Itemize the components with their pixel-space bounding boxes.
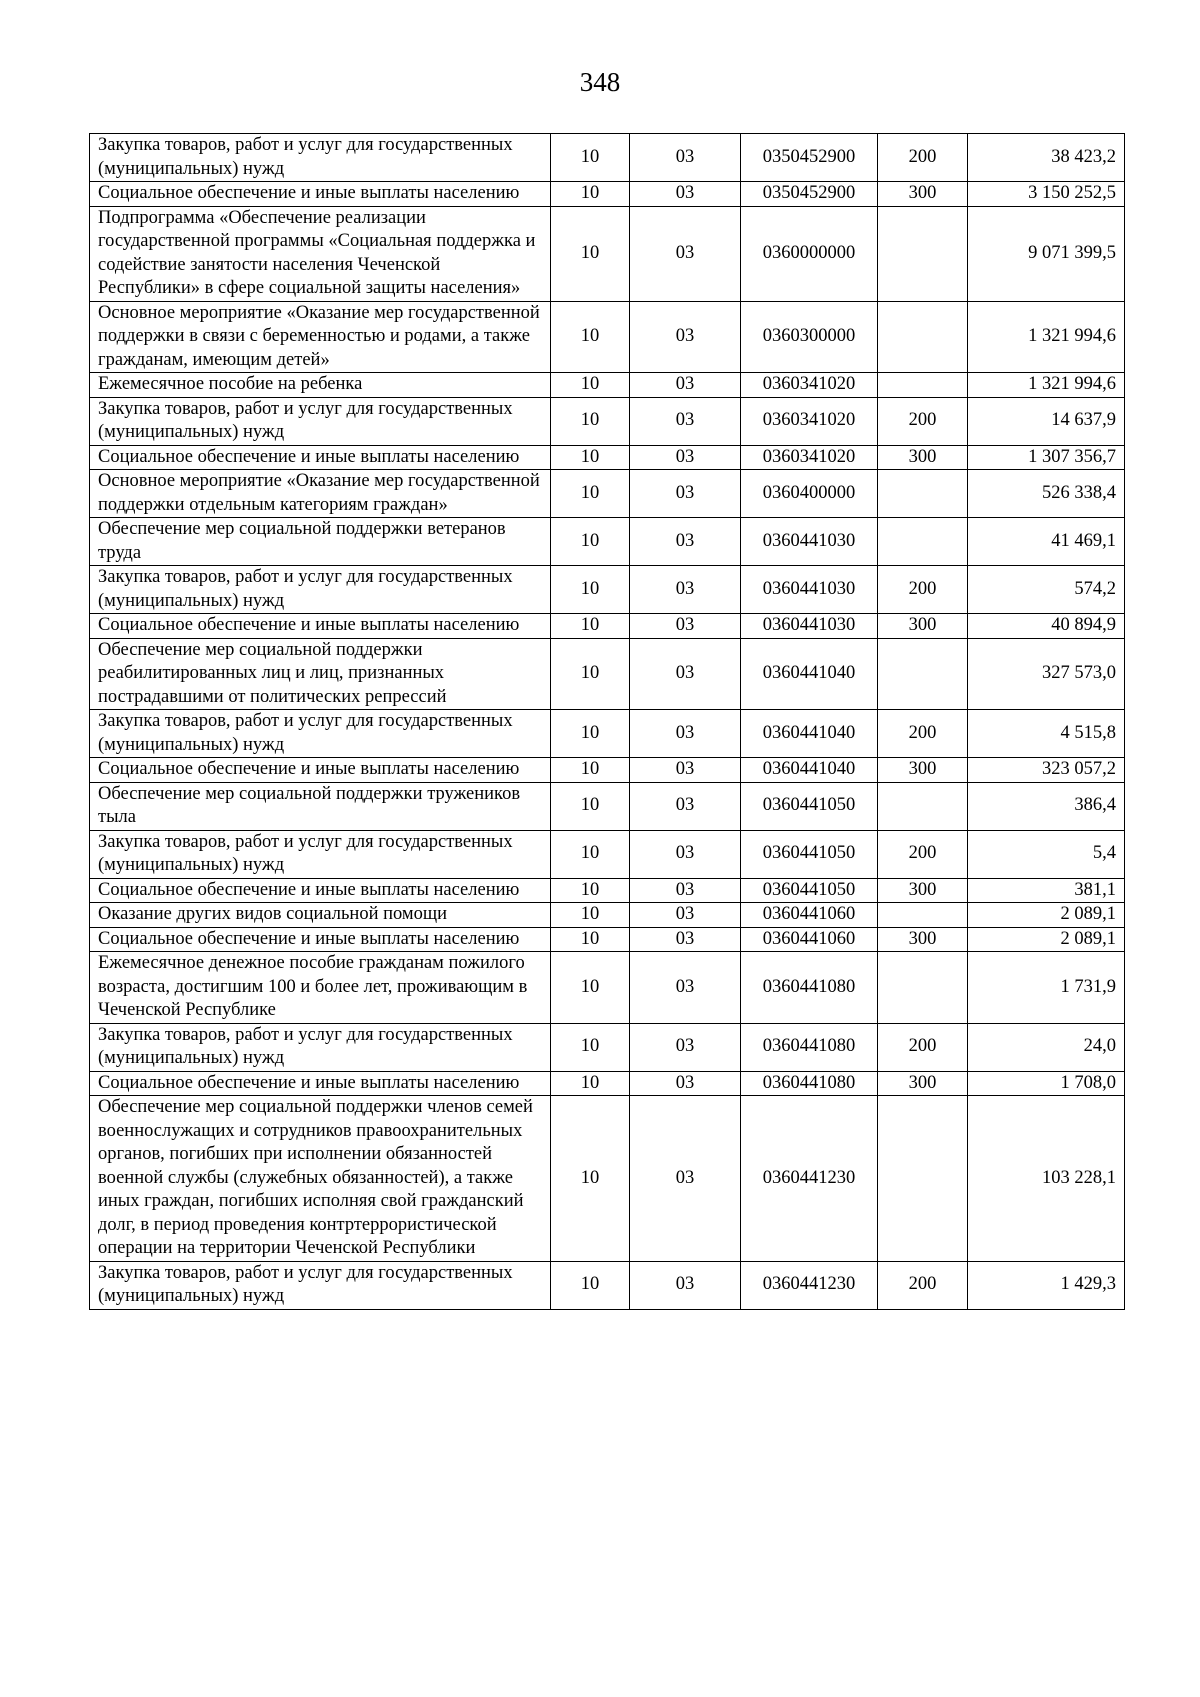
amount-cell: 386,4 <box>968 782 1125 830</box>
expense-type-cell: 200 <box>878 566 968 614</box>
table-row <box>90 782 1125 830</box>
row-name-cell: Закупка товаров, работ и услуг для государственных (муниципальных) нужд <box>90 566 551 614</box>
target-article-cell: 0360341020 <box>741 445 878 470</box>
row-name-cell: Закупка товаров, работ и услуг для государственных (муниципальных) нужд <box>90 134 551 182</box>
section-code-cell: 10 <box>551 1023 630 1071</box>
expense-type-cell: 200 <box>878 397 968 445</box>
row-name-cell: Обеспечение мер социальной поддержки ветеранов труда <box>90 518 551 566</box>
row-name-cell: Социальное обеспечение и иные выплаты населению <box>90 445 551 470</box>
subsection-code-cell: 03 <box>630 206 741 301</box>
target-article-cell: 0360441060 <box>741 903 878 928</box>
target-article-cell: 0360441040 <box>741 710 878 758</box>
target-article-cell: 0360441080 <box>741 1071 878 1096</box>
section-code-cell: 10 <box>551 134 630 182</box>
row-name-cell: Социальное обеспечение и иные выплаты населению <box>90 614 551 639</box>
amount-cell: 574,2 <box>968 566 1125 614</box>
target-article-cell: 0360441030 <box>741 614 878 639</box>
amount-cell: 4 515,8 <box>968 710 1125 758</box>
row-name-cell: Социальное обеспечение и иные выплаты населению <box>90 182 551 207</box>
expense-type-cell: 300 <box>878 182 968 207</box>
subsection-code-cell: 03 <box>630 518 741 566</box>
section-code-cell: 10 <box>551 758 630 783</box>
expense-type-cell: 300 <box>878 445 968 470</box>
target-article-cell: 0360441050 <box>741 782 878 830</box>
expense-type-cell: 200 <box>878 134 968 182</box>
budget-table <box>89 133 1125 1310</box>
budget-table-body <box>90 134 1125 1310</box>
section-code-cell: 10 <box>551 373 630 398</box>
target-article-cell: 0360300000 <box>741 301 878 373</box>
subsection-code-cell: 03 <box>630 927 741 952</box>
subsection-code-cell: 03 <box>630 1261 741 1309</box>
expense-type-cell <box>878 470 968 518</box>
table-row <box>90 758 1125 783</box>
table-row <box>90 952 1125 1024</box>
target-article-cell: 0360000000 <box>741 206 878 301</box>
amount-cell: 1 321 994,6 <box>968 301 1125 373</box>
section-code-cell: 10 <box>551 182 630 207</box>
amount-cell: 381,1 <box>968 878 1125 903</box>
amount-cell: 41 469,1 <box>968 518 1125 566</box>
section-code-cell: 10 <box>551 614 630 639</box>
target-article-cell: 0360441060 <box>741 927 878 952</box>
table-row <box>90 470 1125 518</box>
amount-cell: 2 089,1 <box>968 927 1125 952</box>
row-name-cell: Закупка товаров, работ и услуг для государственных (муниципальных) нужд <box>90 397 551 445</box>
target-article-cell: 0350452900 <box>741 182 878 207</box>
expense-type-cell <box>878 206 968 301</box>
row-name-cell: Закупка товаров, работ и услуг для государственных (муниципальных) нужд <box>90 1023 551 1071</box>
amount-cell: 5,4 <box>968 830 1125 878</box>
subsection-code-cell: 03 <box>630 1071 741 1096</box>
subsection-code-cell: 03 <box>630 445 741 470</box>
table-row <box>90 1096 1125 1262</box>
row-name-cell: Оказание других видов социальной помощи <box>90 903 551 928</box>
row-name-cell: Закупка товаров, работ и услуг для государственных (муниципальных) нужд <box>90 830 551 878</box>
section-code-cell: 10 <box>551 1071 630 1096</box>
section-code-cell: 10 <box>551 830 630 878</box>
table-row <box>90 1071 1125 1096</box>
table-row <box>90 373 1125 398</box>
subsection-code-cell: 03 <box>630 878 741 903</box>
table-row <box>90 397 1125 445</box>
amount-cell: 526 338,4 <box>968 470 1125 518</box>
subsection-code-cell: 03 <box>630 710 741 758</box>
subsection-code-cell: 03 <box>630 373 741 398</box>
row-name-cell: Ежемесячное пособие на ребенка <box>90 373 551 398</box>
target-article-cell: 0360441230 <box>741 1261 878 1309</box>
row-name-cell: Закупка товаров, работ и услуг для государственных (муниципальных) нужд <box>90 1261 551 1309</box>
expense-type-cell <box>878 1096 968 1262</box>
table-row <box>90 614 1125 639</box>
subsection-code-cell: 03 <box>630 301 741 373</box>
row-name-cell: Обеспечение мер социальной поддержки реабилитированных лиц и лиц, признанных пострадавшими от политических репрессий <box>90 638 551 710</box>
table-row <box>90 445 1125 470</box>
table-row <box>90 206 1125 301</box>
target-article-cell: 0360441040 <box>741 638 878 710</box>
amount-cell: 40 894,9 <box>968 614 1125 639</box>
row-name-cell: Обеспечение мер социальной поддержки членов семей военнослужащих и сотрудников правоохранительных органов, погибших при исполнении обязанностей военной службы (служебных обязанностей), а также иных граждан, погибших исполняя свой гражданский долг, в период проведения контртеррористической операции на территории Чеченской Республики <box>90 1096 551 1262</box>
section-code-cell: 10 <box>551 638 630 710</box>
expense-type-cell: 300 <box>878 1071 968 1096</box>
subsection-code-cell: 03 <box>630 134 741 182</box>
subsection-code-cell: 03 <box>630 182 741 207</box>
expense-type-cell: 300 <box>878 927 968 952</box>
section-code-cell: 10 <box>551 445 630 470</box>
expense-type-cell <box>878 952 968 1024</box>
expense-type-cell: 200 <box>878 1023 968 1071</box>
target-article-cell: 0360441080 <box>741 1023 878 1071</box>
subsection-code-cell: 03 <box>630 397 741 445</box>
table-row <box>90 1261 1125 1309</box>
table-row <box>90 638 1125 710</box>
subsection-code-cell: 03 <box>630 1023 741 1071</box>
subsection-code-cell: 03 <box>630 470 741 518</box>
section-code-cell: 10 <box>551 1096 630 1262</box>
subsection-code-cell: 03 <box>630 758 741 783</box>
amount-cell: 1 731,9 <box>968 952 1125 1024</box>
table-row <box>90 903 1125 928</box>
subsection-code-cell: 03 <box>630 782 741 830</box>
target-article-cell: 0360441080 <box>741 952 878 1024</box>
amount-cell: 1 708,0 <box>968 1071 1125 1096</box>
table-row <box>90 830 1125 878</box>
amount-cell: 1 321 994,6 <box>968 373 1125 398</box>
amount-cell: 323 057,2 <box>968 758 1125 783</box>
subsection-code-cell: 03 <box>630 566 741 614</box>
section-code-cell: 10 <box>551 301 630 373</box>
section-code-cell: 10 <box>551 470 630 518</box>
expense-type-cell: 200 <box>878 1261 968 1309</box>
subsection-code-cell: 03 <box>630 903 741 928</box>
amount-cell: 9 071 399,5 <box>968 206 1125 301</box>
subsection-code-cell: 03 <box>630 1096 741 1262</box>
row-name-cell: Ежемесячное денежное пособие гражданам пожилого возраста, достигшим 100 и более лет, проживающим в Чеченской Республике <box>90 952 551 1024</box>
target-article-cell: 0360441050 <box>741 878 878 903</box>
row-name-cell: Обеспечение мер социальной поддержки тружеников тыла <box>90 782 551 830</box>
subsection-code-cell: 03 <box>630 830 741 878</box>
amount-cell: 38 423,2 <box>968 134 1125 182</box>
table-row <box>90 301 1125 373</box>
expense-type-cell: 200 <box>878 830 968 878</box>
target-article-cell: 0360441030 <box>741 566 878 614</box>
expense-type-cell <box>878 301 968 373</box>
expense-type-cell <box>878 903 968 928</box>
row-name-cell: Основное мероприятие «Оказание мер государственной поддержки в связи с беременностью и родами, а также гражданам, имеющим детей» <box>90 301 551 373</box>
target-article-cell: 0360341020 <box>741 397 878 445</box>
expense-type-cell: 200 <box>878 710 968 758</box>
expense-type-cell: 300 <box>878 758 968 783</box>
section-code-cell: 10 <box>551 927 630 952</box>
table-row <box>90 566 1125 614</box>
expense-type-cell <box>878 518 968 566</box>
section-code-cell: 10 <box>551 397 630 445</box>
section-code-cell: 10 <box>551 878 630 903</box>
expense-type-cell <box>878 782 968 830</box>
target-article-cell: 0360341020 <box>741 373 878 398</box>
target-article-cell: 0360441040 <box>741 758 878 783</box>
section-code-cell: 10 <box>551 903 630 928</box>
target-article-cell: 0360441050 <box>741 830 878 878</box>
amount-cell: 1 307 356,7 <box>968 445 1125 470</box>
section-code-cell: 10 <box>551 1261 630 1309</box>
expense-type-cell: 300 <box>878 614 968 639</box>
table-row <box>90 134 1125 182</box>
subsection-code-cell: 03 <box>630 952 741 1024</box>
expense-type-cell <box>878 638 968 710</box>
table-row <box>90 710 1125 758</box>
subsection-code-cell: 03 <box>630 614 741 639</box>
amount-cell: 103 228,1 <box>968 1096 1125 1262</box>
target-article-cell: 0360441030 <box>741 518 878 566</box>
row-name-cell: Подпрограмма «Обеспечение реализации государственной программы «Социальная поддержка и содействие занятости населения Чеченской Республики» в сфере социальной защиты населения» <box>90 206 551 301</box>
amount-cell: 3 150 252,5 <box>968 182 1125 207</box>
section-code-cell: 10 <box>551 566 630 614</box>
row-name-cell: Социальное обеспечение и иные выплаты населению <box>90 878 551 903</box>
section-code-cell: 10 <box>551 952 630 1024</box>
row-name-cell: Закупка товаров, работ и услуг для государственных (муниципальных) нужд <box>90 710 551 758</box>
row-name-cell: Социальное обеспечение и иные выплаты населению <box>90 927 551 952</box>
table-row <box>90 182 1125 207</box>
table-row <box>90 878 1125 903</box>
row-name-cell: Основное мероприятие «Оказание мер государственной поддержки отдельным категориям граждан» <box>90 470 551 518</box>
page-number: 348 <box>579 67 621 97</box>
table-row <box>90 518 1125 566</box>
section-code-cell: 10 <box>551 710 630 758</box>
expense-type-cell <box>878 373 968 398</box>
target-article-cell: 0360441230 <box>741 1096 878 1262</box>
subsection-code-cell: 03 <box>630 638 741 710</box>
row-name-cell: Социальное обеспечение и иные выплаты населению <box>90 1071 551 1096</box>
target-article-cell: 0360400000 <box>741 470 878 518</box>
expense-type-cell: 300 <box>878 878 968 903</box>
section-code-cell: 10 <box>551 782 630 830</box>
amount-cell: 327 573,0 <box>968 638 1125 710</box>
table-row <box>90 1023 1125 1071</box>
section-code-cell: 10 <box>551 518 630 566</box>
row-name-cell: Социальное обеспечение и иные выплаты населению <box>90 758 551 783</box>
amount-cell: 2 089,1 <box>968 903 1125 928</box>
amount-cell: 14 637,9 <box>968 397 1125 445</box>
amount-cell: 24,0 <box>968 1023 1125 1071</box>
section-code-cell: 10 <box>551 206 630 301</box>
target-article-cell: 0350452900 <box>741 134 878 182</box>
amount-cell: 1 429,3 <box>968 1261 1125 1309</box>
table-row <box>90 927 1125 952</box>
